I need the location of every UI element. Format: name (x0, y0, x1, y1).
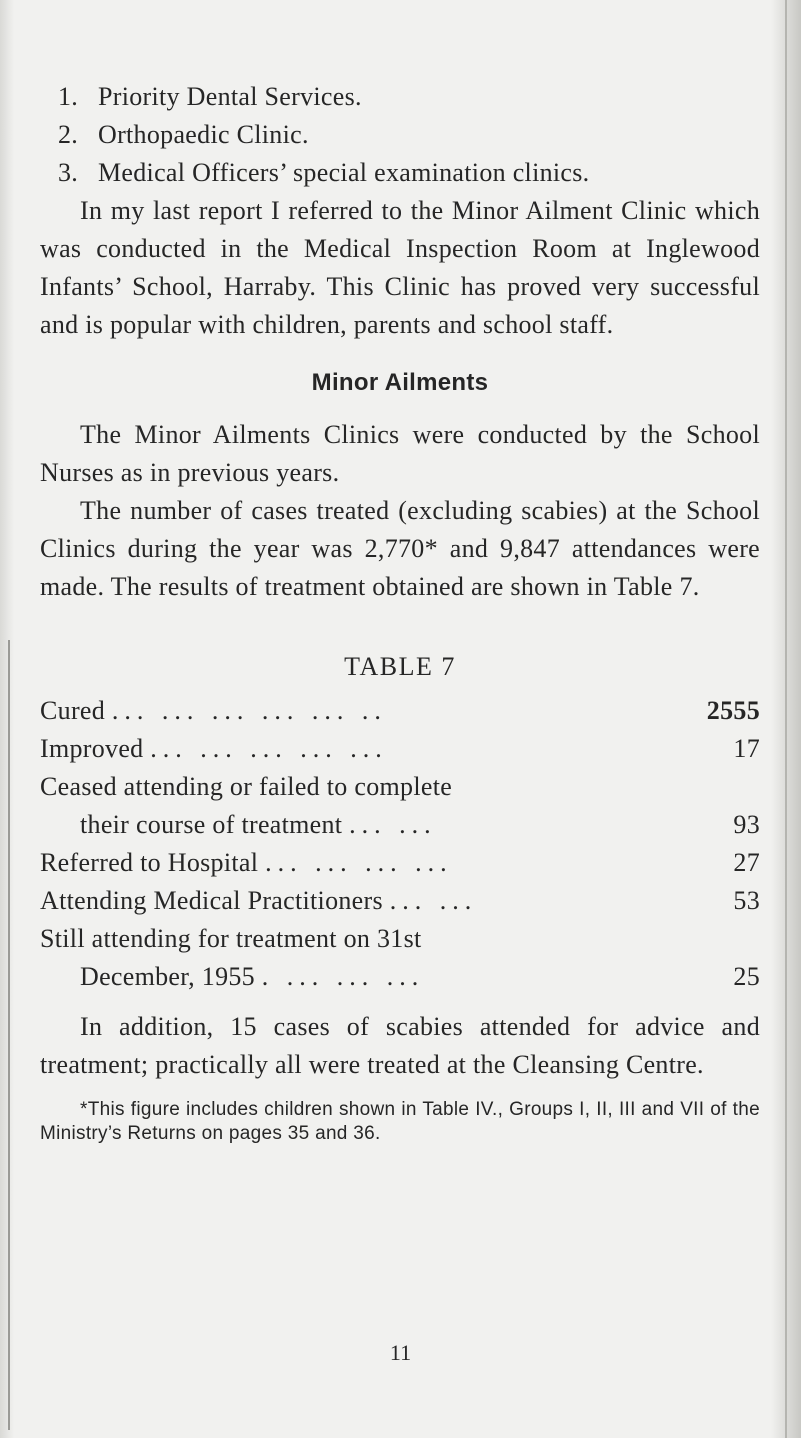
table-row (40, 806, 760, 844)
table-row (40, 844, 760, 882)
results-table (40, 692, 760, 996)
row-label: Ceased attending or failed to complete (40, 772, 453, 801)
table-row (40, 958, 760, 996)
table-row (40, 920, 760, 958)
nurses-paragraph: The Minor Ailments Clinics were conducted by the School Nurses as in previous years. (40, 420, 760, 487)
row-label: December, 1955 . ... ... ... (80, 962, 425, 991)
table-row (40, 730, 760, 768)
footnote: *This figure includes children shown in Table IV., Groups I, II, III and VII of the Ministry’s Returns on pages 35 and 36. (40, 1099, 760, 1144)
row-value: 17 (733, 734, 760, 763)
row-value: 25 (733, 962, 760, 991)
table-title: TABLE 7 (344, 652, 456, 681)
scabies-paragraph: In addition, 15 cases of scabies attended for advice and treatment; practically all were treated at the Cleansing Centre. (40, 1012, 760, 1079)
page-edge-shadow-left (0, 0, 14, 1438)
table-row (40, 692, 760, 730)
list-item (40, 154, 760, 192)
list-text: Orthopaedic Clinic. (98, 120, 309, 149)
row-label: Referred to Hospital ... ... ... ... (40, 848, 453, 877)
section-heading: Minor Ailments (311, 369, 489, 396)
row-value: 27 (733, 848, 760, 877)
intro-paragraph: In my last report I referred to the Minor Ailment Clinic which was conducted in the Medical Inspection Room at Inglewood Infants’ School, Harraby. This Clinic has proved very successful and is popular with children, parents and school staff. (40, 196, 760, 339)
row-value: 2555 (706, 696, 760, 725)
table-row (40, 882, 760, 920)
row-value: 53 (733, 886, 760, 915)
list-number: 3. (58, 158, 79, 187)
margin-line-left (8, 640, 10, 1430)
table-row (40, 768, 760, 806)
row-label: their course of treatment ... ... (80, 810, 437, 839)
list-number: 1. (58, 82, 79, 111)
document-body (40, 78, 760, 1146)
list-text: Priority Dental Services. (98, 82, 362, 111)
list-text: Medical Officers’ special examination clinics. (98, 158, 590, 187)
row-label: Still attending for treatment on 31st (40, 924, 422, 953)
row-value: 93 (733, 810, 760, 839)
row-value (690, 768, 760, 806)
page-number: 11 (389, 1340, 412, 1365)
row-label: Attending Medical Practitioners ... ... (40, 886, 478, 915)
row-label: Improved ... ... ... ... ... (40, 734, 388, 763)
cases-paragraph: The number of cases treated (excluding scabies) at the School Clinics during the year was 2,770* and 9,847 attendances were made. The results of treatment obtained are shown in Table 7. (40, 496, 760, 601)
list-item (40, 78, 760, 116)
row-value (690, 920, 760, 958)
row-label: Cured ... ... ... ... ... .. (40, 696, 387, 725)
list-number: 2. (58, 120, 79, 149)
margin-line-right (785, 0, 787, 1438)
list-item (40, 116, 760, 154)
